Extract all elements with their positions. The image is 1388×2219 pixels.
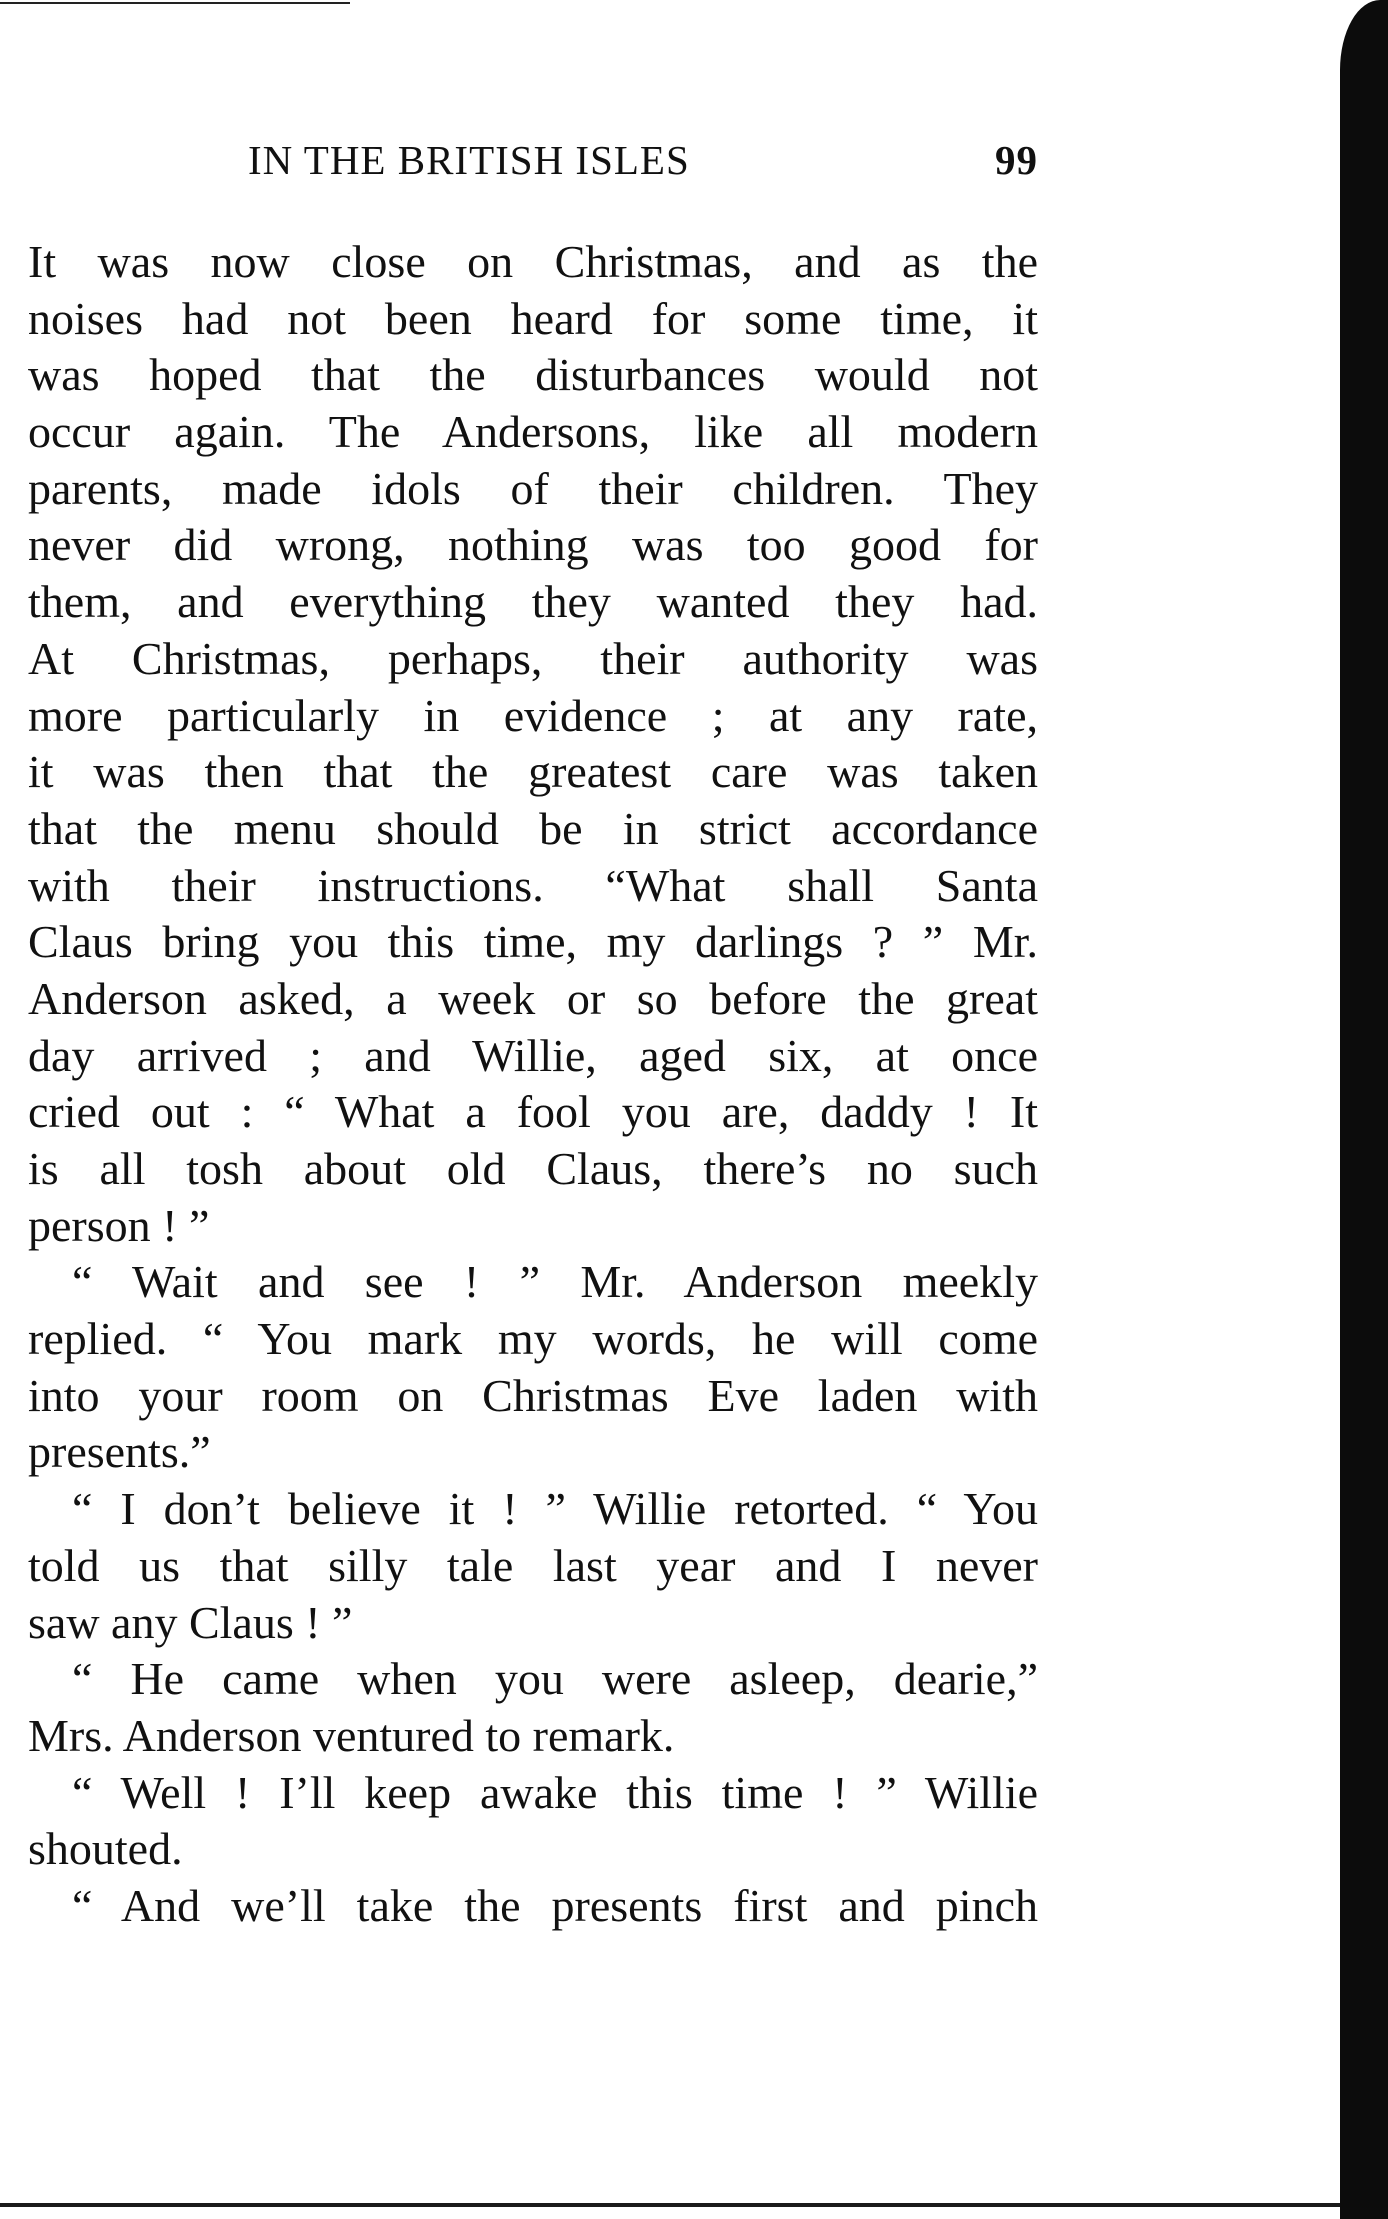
text-line: “ Well ! I’ll keep awake this time ! ” Willie (72, 1766, 1038, 1818)
text-line: “ I don’t believe it ! ” Willie retorted. “ You (72, 1483, 1038, 1535)
text-line: “ Wait and see ! ” Mr. Anderson meekly (72, 1256, 1038, 1308)
text-line: is all tosh about old Claus, there’s no such (28, 1143, 1038, 1194)
text-line: that the menu should be in strict accordance (28, 802, 1038, 854)
bottom-edge-rule (0, 2203, 1340, 2207)
text-line: saw any Claus ! ” (28, 1596, 353, 1648)
text-line: cried out : “ What a fool you are, daddy ! It (28, 1086, 1038, 1138)
text-line: day arrived ; and Willie, aged six, at once (28, 1029, 1038, 1081)
text-line: Claus bring you this time, my darlings ? ” Mr. (28, 916, 1038, 968)
text-line: parents, made idols of their children. They (28, 462, 1038, 514)
text-line: was hoped that the disturbances would not (28, 349, 1038, 401)
book-page-edge (1340, 0, 1388, 2219)
text-line: them, and everything they wanted they had. (28, 576, 1038, 628)
top-edge-rule (0, 2, 350, 4)
text-line: with their instructions. “What shall Santa (28, 859, 1038, 911)
running-title: IN THE BRITISH ISLES (248, 137, 690, 183)
body-text (28, 234, 1038, 1935)
text-line: At Christmas, perhaps, their authority was (28, 632, 1038, 684)
text-line: presents.” (28, 1426, 211, 1478)
text-line: occur again. The Andersons, like all modern (28, 406, 1038, 458)
text-line: “ And we’ll take the presents first and pinch (72, 1879, 1038, 1931)
text-line: person ! ” (28, 1199, 210, 1251)
running-head (28, 136, 1038, 192)
text-line: replied. “ You mark my words, he will come (28, 1313, 1038, 1365)
page-number: 99 (995, 137, 1038, 183)
text-line: It was now close on Christmas, and as the (28, 236, 1038, 287)
text-line: shouted. (28, 1823, 183, 1875)
text-line: “ He came when you were asleep, dearie,” (72, 1653, 1038, 1705)
text-line: into your room on Christmas Eve laden with (28, 1369, 1038, 1421)
text-line: never did wrong, nothing was too good for (28, 519, 1038, 571)
text-line: noises had not been heard for some time, it (28, 292, 1038, 344)
text-line: Mrs. Anderson ventured to remark. (28, 1709, 675, 1761)
text-line: it was then that the greatest care was taken (28, 746, 1038, 798)
text-line: told us that silly tale last year and I never (28, 1539, 1038, 1591)
text-line: Anderson asked, a week or so before the great (28, 972, 1038, 1024)
text-line: more particularly in evidence ; at any rate, (28, 689, 1038, 741)
